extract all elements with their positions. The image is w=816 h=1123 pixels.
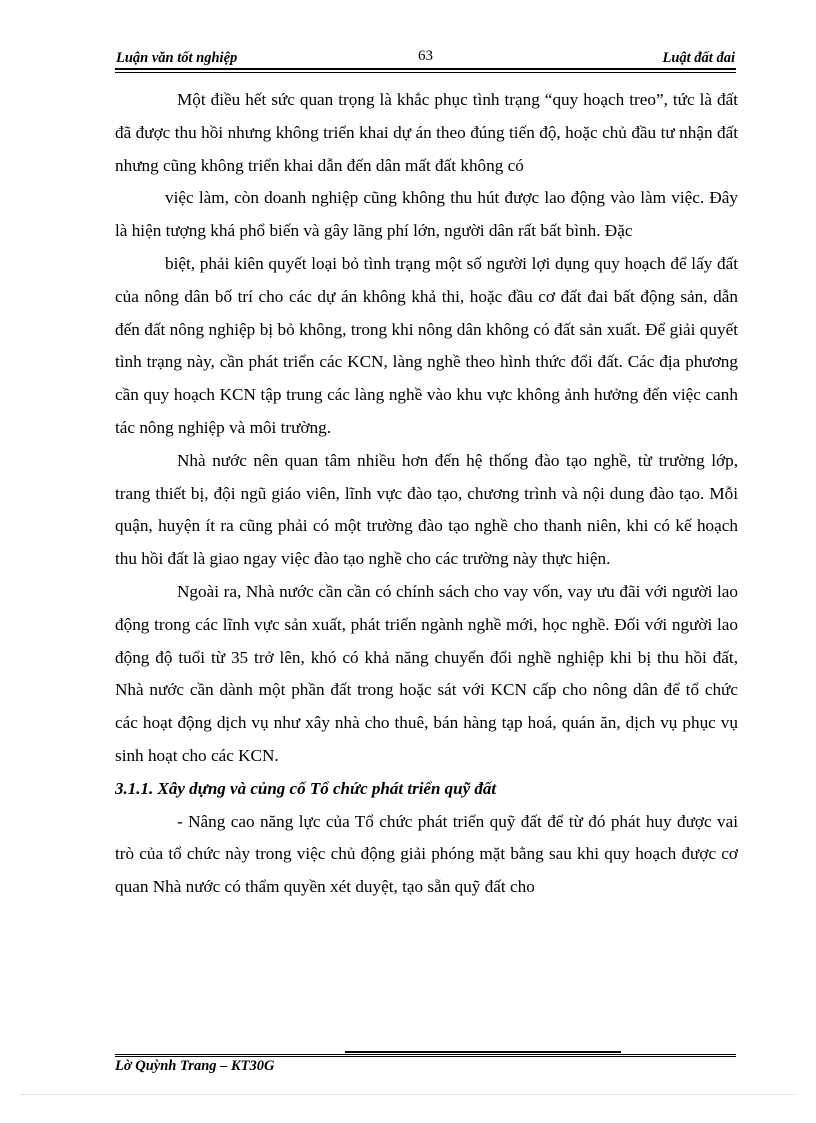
paragraph: biệt, phải kiên quyết loại bỏ tình trạng một số người lợi dụng quy hoạch để lấy đất của nông dân bố trí cho các dự án không khả thi, hoặc đầu cơ đất đai bất động sản, dẫn đến đất nông nghiệp bị bỏ không, trong khi nông dân không có đất sản xuất. Để giải quyết tình trạng này, cần phát triển các KCN, làng nghề theo hình thức đổi đất. Các địa phương cần quy hoạch KCN tập trung các làng nghề vào khu vực không ảnh hưởng đến việc canh tác nông nghiệp và môi trường.: [115, 253, 738, 437]
page-footer: [115, 1058, 275, 1075]
footer-rule-thin-2: [115, 1056, 736, 1057]
header-title-left: Luận văn tốt nghiệp: [116, 50, 238, 66]
paragraph: Một điều hết sức quan trọng là khắc phục tình trạng “quy hoạch treo”, tức là đất đã được thu hồi nhưng không triển khai dự án theo đúng tiến độ, hoặc chủ đầu tư nhận đất nhưng cũng không triển khai dẫn đến dân mất đất không có: [115, 90, 738, 175]
page-edge-divider: [20, 1094, 796, 1095]
footer-rule-thin: [115, 1054, 736, 1055]
page-header: [115, 47, 736, 69]
document-body: [115, 84, 738, 904]
header-rule-thick: [115, 68, 736, 70]
section-heading: 3.1.1. Xây dựng và củng cố Tổ chức phát triển quỹ đất: [115, 778, 497, 798]
paragraph: Ngoài ra, Nhà nước cần cần có chính sách cho vay vốn, vay ưu đãi với người lao động trong các lĩnh vực sản xuất, phát triển ngành nghề mới, học nghề. Đối với người lao động độ tuổi từ 35 trở lên, khó có khả năng chuyển đổi nghề nghiệp khi bị thu hồi đất, Nhà nước cần dành một phần đất trong hoặc sát với KCN cấp cho nông dân để tổ chức các hoạt động dịch vụ như xây nhà cho thuê, bán hàng tạp hoá, quán ăn, dịch vụ phục vụ sinh hoạt cho các KCN.: [115, 581, 738, 765]
footer-rule-accent: [345, 1051, 621, 1053]
footer-author: Lờ Quỳnh Trang – KT30G: [115, 1058, 275, 1074]
paragraph: Nhà nước nên quan tâm nhiều hơn đến hệ thống đào tạo nghề, từ trường lớp, trang thiết bị, đội ngũ giáo viên, lĩnh vực đào tạo, chương trình và nội dung đào tạo. Mỗi quận, huyện ít ra cũng phải có một trường đào tạo nghề cho thanh niên, khi có kế hoạch thu hồi đất là giao ngay việc đào tạo nghề cho các trường này thực hiện.: [115, 450, 738, 569]
header-rule-thin: [115, 72, 736, 73]
paragraph: việc làm, còn doanh nghiệp cũng không thu hút được lao động vào làm việc. Đây là hiện tượng khá phổ biến và gây lãng phí lớn, người dân rất bất bình. Đặc: [115, 188, 738, 241]
header-title-right: Luật đất đai: [662, 50, 735, 66]
page-number: 63: [418, 48, 433, 64]
paragraph: - Nâng cao năng lực của Tổ chức phát triển quỹ đất để từ đó phát huy được vai trò của tổ chức này trong việc chủ động giải phóng mặt bằng sau khi quy hoạch được cơ quan Nhà nước có thẩm quyền xét duyệt, tạo sẵn quỹ đất cho: [115, 811, 738, 897]
